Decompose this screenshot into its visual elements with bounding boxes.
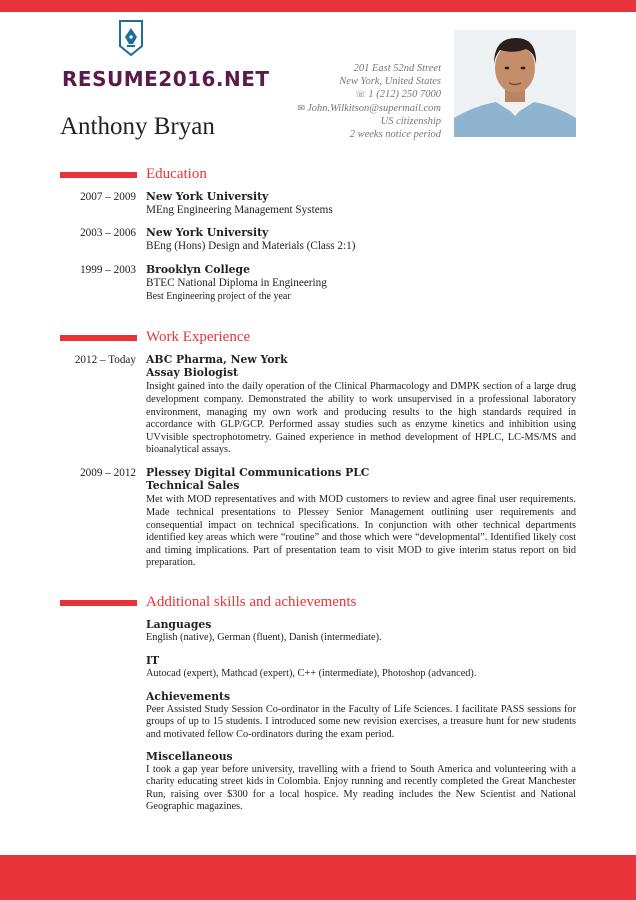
education-heading: Education <box>146 166 207 182</box>
envelope-icon: ✉ <box>297 102 306 113</box>
work-date: 2012 – Today <box>74 354 136 366</box>
skill-heading: IT <box>146 654 160 667</box>
education-note: Best Engineering project of the year <box>146 291 291 303</box>
skill-text: English (native), German (fluent), Danish (intermediate). <box>146 631 382 643</box>
candidate-name: Anthony Bryan <box>60 113 215 140</box>
pen-nib-shield-icon <box>118 20 144 56</box>
work-company: ABC Pharma, New York <box>146 353 288 366</box>
profile-photo <box>454 30 576 137</box>
address-line-2: New York, United States <box>339 76 441 88</box>
education-section-bar <box>60 172 137 178</box>
work-role: Technical Sales <box>146 478 240 492</box>
citizenship: US citizenship <box>380 115 441 127</box>
phone-line <box>298 88 441 101</box>
skills-heading: Additional skills and achievements <box>146 594 357 610</box>
education-school: New York University <box>146 226 269 239</box>
portrait-image <box>454 30 576 137</box>
email-line <box>298 102 441 115</box>
work-description: Met with MOD representatives and with MOD customers to review and agree final user requirements. Made technical presentations to Plessey Senior Management outlining user requirements and consequential impact on technical specifications. In conjunction with other technical departments identified key areas which were “routine” and those which were “developmental”. Identified likely cost and timing implications. Part of presentation team to visit MOD to give interim status report on bid preparation. <box>146 494 576 569</box>
skill-heading: Achievements <box>146 690 231 703</box>
skill-text: Peer Assisted Study Session Co-ordinator in the Faculty of Life Sciences. I facilitate PASS sessions for groups of up to 15 students. I introduced some new revision exercises, a treasure hunt for new students and motivated fellow Co-ordinators during the exam period. <box>146 703 576 740</box>
education-degree: BEng (Hons) Design and Materials (Class 2:1) <box>146 239 356 252</box>
skill-heading: Miscellaneous <box>146 750 233 763</box>
work-date: 2009 – 2012 <box>80 467 136 479</box>
email-address: John.Wilkitson@supermail.com <box>307 102 441 114</box>
skill-heading: Languages <box>146 618 212 631</box>
top-accent-bar <box>0 0 636 12</box>
education-school: New York University <box>146 190 269 203</box>
education-date: 1999 – 2003 <box>80 264 136 276</box>
work-role: Assay Biologist <box>146 365 239 379</box>
education-date: 2003 – 2006 <box>80 227 136 239</box>
skill-text: Autocad (expert), Mathcad (expert), C++ (intermediate), Photoshop (advanced). <box>146 667 477 679</box>
phone-number: 1 (212) 250 7000 <box>368 89 441 101</box>
work-company: Plessey Digital Communications PLC <box>146 466 370 479</box>
skills-section-bar <box>60 600 137 606</box>
bottom-accent-bar <box>0 855 636 900</box>
work-section-bar <box>60 335 137 341</box>
notice-period: 2 weeks notice period <box>349 129 441 141</box>
skill-text: I took a gap year before university, travelling with a friend to South America and volunteering with a charity educating street kids in Colombia. Enjoy running and recently completed the Great Manchester Run, raising over $300 for a local hospice. My reading includes the New Scientist and National Geographic magazines. <box>146 763 576 813</box>
education-school: Brooklyn College <box>146 263 250 276</box>
work-description: Insight gained into the daily operation of the Clinical Pharmacology and DMPK section of a large drug development company. Demonstrated the ability to work unsupervised in a professional laboratory environment, managing my own work and producing results to the high standards required in accordance with GLP/GCP. Performed assay studies such as enzyme kinetics and inhibition using UVvisible spectrophotometry. Gained experience in method development of HPLC, LC-MS/MS and bioanalytical assays. <box>146 381 576 456</box>
education-degree: BTEC National Diploma in Engineering <box>146 276 327 289</box>
contact-block <box>298 62 441 141</box>
education-date: 2007 – 2009 <box>80 191 136 203</box>
address-line-1: 201 East 52nd Street <box>353 63 441 74</box>
education-degree: MEng Engineering Management Systems <box>146 203 333 216</box>
work-heading: Work Experience <box>146 329 251 345</box>
logo-wordmark: RESUME2016.NET <box>62 67 270 91</box>
phone-icon: ☏ <box>355 89 367 100</box>
